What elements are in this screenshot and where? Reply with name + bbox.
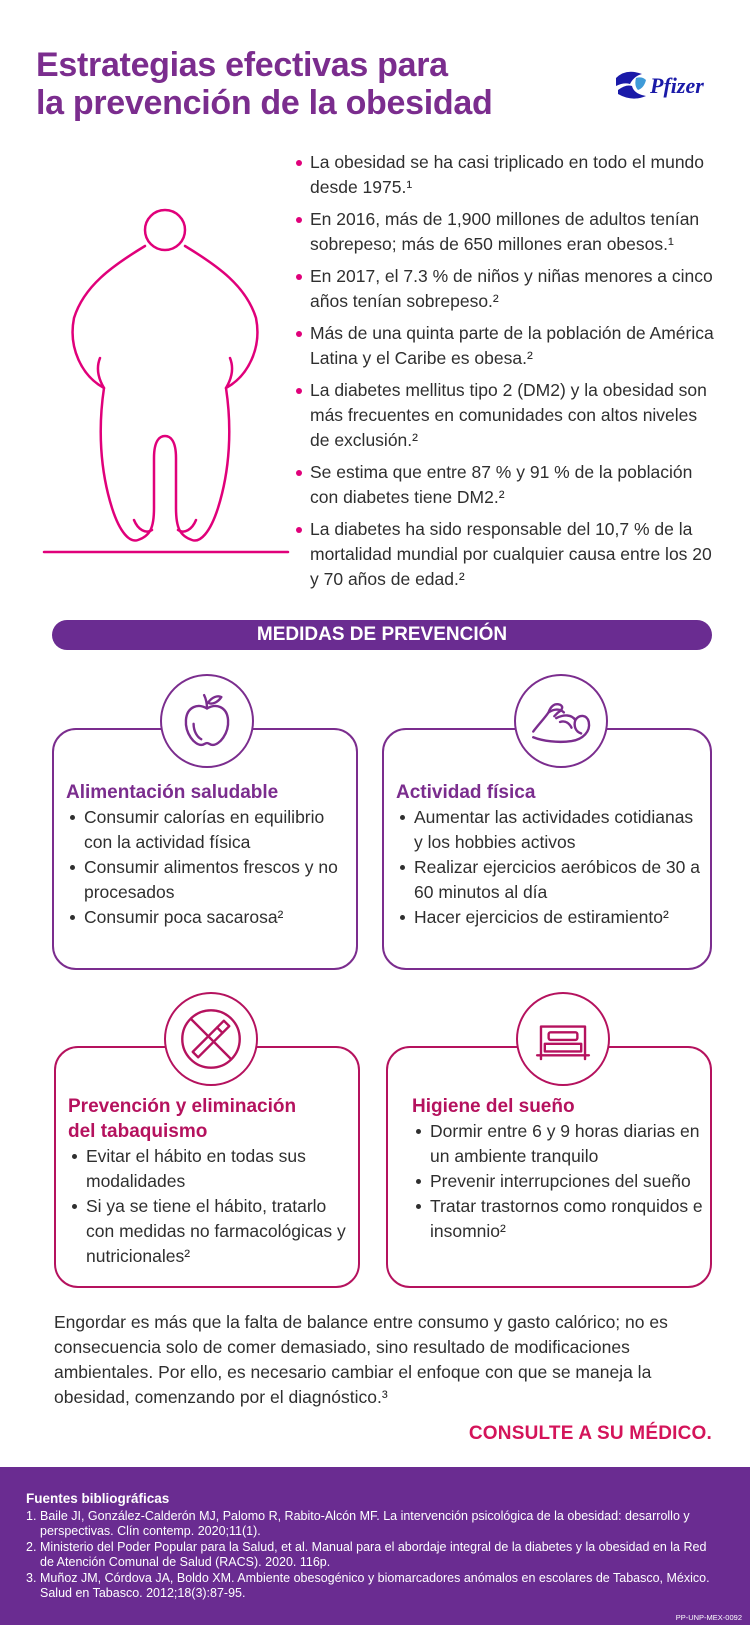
reference-item [26,1509,716,1539]
flexed-arm-icon [516,676,606,766]
reference-text: Baile JI, González-Calderón MJ, Palomo R, Rabito-Alcón MF. La intervención psicológica de la obesidad: desarrollo y perspectivas. Clín contemp. 2020;11(1). [40,1509,690,1538]
card-title: Actividad física [396,782,536,803]
card-title-line-1: Prevención y eliminación [68,1096,297,1117]
obesity-facts-list [296,150,716,599]
fact-item: La diabetes mellitus tipo 2 (DM2) y la obesidad son más frecuentes en comunidades con altos niveles de exclusión.² [296,378,716,453]
title-line-2: la prevención de la obesidad [36,84,493,122]
document-code: PP-UNP-MEX-0092 [675,1613,742,1622]
list-item: Dormir entre 6 y 9 horas diarias en un ambiente tranquilo [412,1119,706,1169]
card-title [68,1094,296,1144]
no-smoking-icon-circle [164,992,258,1086]
reference-number: 1. [26,1509,37,1523]
references-list [26,1509,716,1602]
card-title: Alimentación saludable [66,782,279,803]
reference-item [26,1540,716,1570]
references-footer [0,1467,750,1625]
fact-item: La diabetes ha sido responsable del 10,7 % de la mortalidad mundial por cualquier causa entre los 20 y 70 años de edad.² [296,517,716,592]
apple-icon-circle [160,674,254,768]
fact-item: La obesidad se ha casi triplicado en todo el mundo desde 1975.¹ [296,150,716,200]
reference-number: 2. [26,1540,37,1554]
svg-text:Pfizer: Pfizer [650,73,704,98]
list-item: Consumir alimentos frescos y no procesados [66,855,352,905]
apple-icon [162,676,252,766]
list-item: Tratar trastornos como ronquidos e insomnio² [412,1194,706,1244]
consult-doctor-cta: CONSULTE A SU MÉDICO. [468,1423,712,1444]
obese-person-illustration [42,208,292,582]
title-line-1: Estrategias efectivas para [36,46,448,84]
reference-number: 3. [26,1571,37,1585]
list-item: Consumir poca sacarosa² [66,905,352,930]
closing-paragraph: Engordar es más que la falta de balance entre consumo y gasto calórico; no es consecuencia solo de comer demasiado, sino resultado de modificaciones ambientales. Por ello, es necesario cambiar el enfoque con que se maneja la obesidad, comenzando por el diagnóstico.³ [54,1312,668,1407]
card-title-line-2: del tabaquismo [68,1121,208,1142]
reference-item [26,1571,716,1601]
prevention-banner: MEDIDAS DE PREVENCIÓN [52,620,712,650]
arm-icon-circle [514,674,608,768]
reference-text: Ministerio del Poder Popular para la Salud, et al. Manual para el abordaje integral de la diabetes y la obesidad en la Red de Atención Comunal de Salud (RACS). 2020. 116p. [40,1540,707,1569]
obese-person-outline-icon [42,208,292,582]
no-smoking-icon [166,994,256,1084]
list-item: Hacer ejercicios de estiramiento² [396,905,702,930]
bed-icon [518,994,608,1084]
fact-item: Más de una quinta parte de la población de América Latina y el Caribe es obesa.² [296,321,716,371]
card-list [66,805,352,930]
card-title: Higiene del sueño [412,1096,575,1117]
card-list [412,1119,706,1244]
pfizer-logo [612,66,732,106]
list-item: Si ya se tiene el hábito, tratarlo con medidas no farmacológicas y nutricionales² [68,1194,354,1269]
card-list [68,1144,354,1269]
list-item: Prevenir interrupciones del sueño [412,1169,706,1194]
fact-item: Se estima que entre 87 % y 91 % de la población con diabetes tiene DM2.² [296,460,716,510]
fact-item: En 2016, más de 1,900 millones de adultos tenían sobrepeso; más de 650 millones eran obesos.¹ [296,207,716,257]
bed-icon-circle [516,992,610,1086]
fact-item: En 2017, el 7.3 % de niños y niñas menores a cinco años tenían sobrepeso.² [296,264,716,314]
references-title: Fuentes bibliográficas [26,1491,170,1506]
card-list [396,805,702,930]
page-title [36,46,596,122]
pfizer-logo-icon [612,66,732,106]
list-item: Evitar el hábito en todas sus modalidades [68,1144,354,1194]
list-item: Realizar ejercicios aeróbicos de 30 a 60 minutos al día [396,855,702,905]
list-item: Consumir calorías en equilibrio con la actividad física [66,805,352,855]
reference-text: Muñoz JM, Córdova JA, Boldo XM. Ambiente obesogénico y biomarcadores anómalos en escolares de Tabasco, México. Salud en Tabasco. 2012;18(3):87-95. [40,1571,710,1600]
list-item: Aumentar las actividades cotidianas y los hobbies activos [396,805,702,855]
